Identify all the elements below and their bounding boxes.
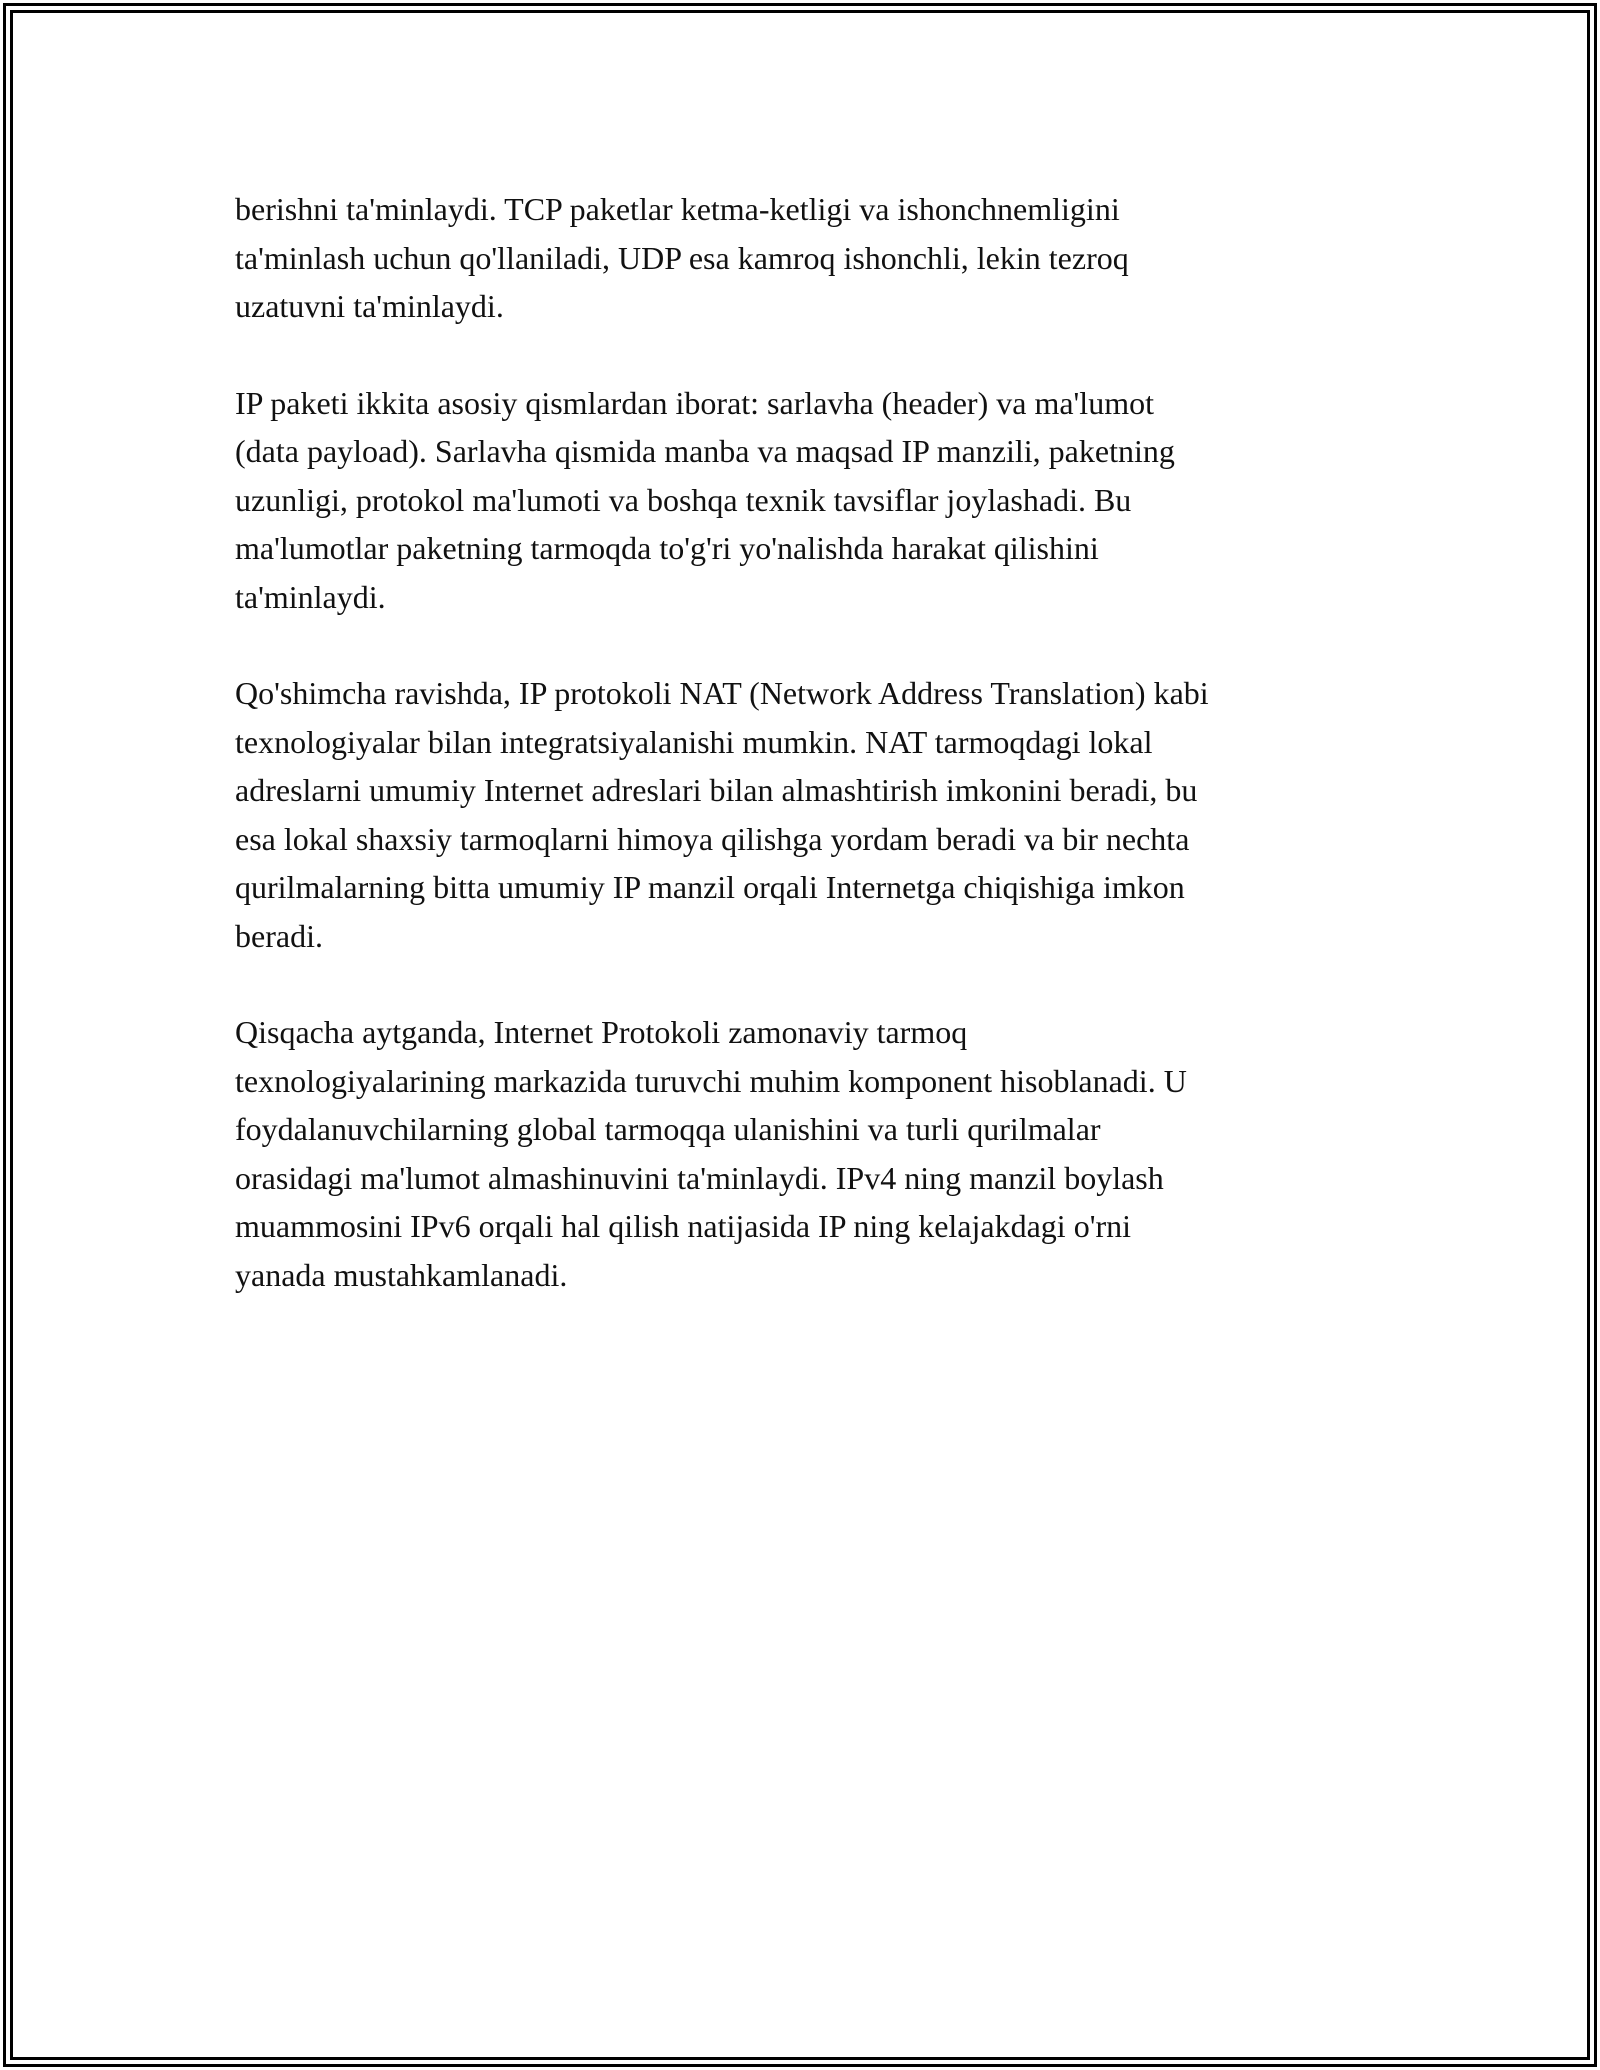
paragraph-tcp-udp: berishni ta'minlaydi. TCP paketlar ketma-ketligi va ishonchnemligini ta'minlash uchun qo'llaniladi, UDP esa kamroq ishonchli, lekin tezroq uzatuvni ta'minlaydi. <box>235 191 1129 324</box>
paragraph-summary: Qisqacha aytganda, Internet Protokoli zamonaviy tarmoq texnologiyalarining markazida turuvchi muhim komponent hisoblanadi. U foydalanuvchilarning global tarmoqqa ulanishini va turli qurilmalar orasidagi ma'lumot almashinuvini ta'minlaydi. IPv4 ning manzil boylash muammosini IPv6 orqali hal qilish natijasida IP ning kelajakdagi o'rni yanada mustahkamlanadi. <box>235 1014 1187 1293</box>
paragraph-nat: Qo'shimcha ravishda, IP protokoli NAT (Network Address Translation) kabi texnologiyalar bilan integratsiyalanishi mumkin. NAT tarmoqdagi lokal adreslarni umumiy Internet adreslari bilan almashtirish imkonini beradi, bu esa lokal shaxsiy tarmoqlarni himoya qilishga yordam beradi va bir nechta qurilmalarning bitta umumiy IP manzil orqali Internetga chiqishiga imkon beradi. <box>235 675 1209 954</box>
paragraph-ip-packet: IP paketi ikkita asosiy qismlardan iborat: sarlavha (header) va ma'lumot (data payload). Sarlavha qismida manba va maqsad IP manzili, paketning uzunligi, protokol ma'lumoti va boshqa texnik tavsiflar joylashadi. Bu ma'lumotlar paketning tarmoqda to'g'ri yo'nalishda harakat qilishini ta'minlaydi. <box>235 384 1175 615</box>
document-body <box>235 185 1385 1347</box>
